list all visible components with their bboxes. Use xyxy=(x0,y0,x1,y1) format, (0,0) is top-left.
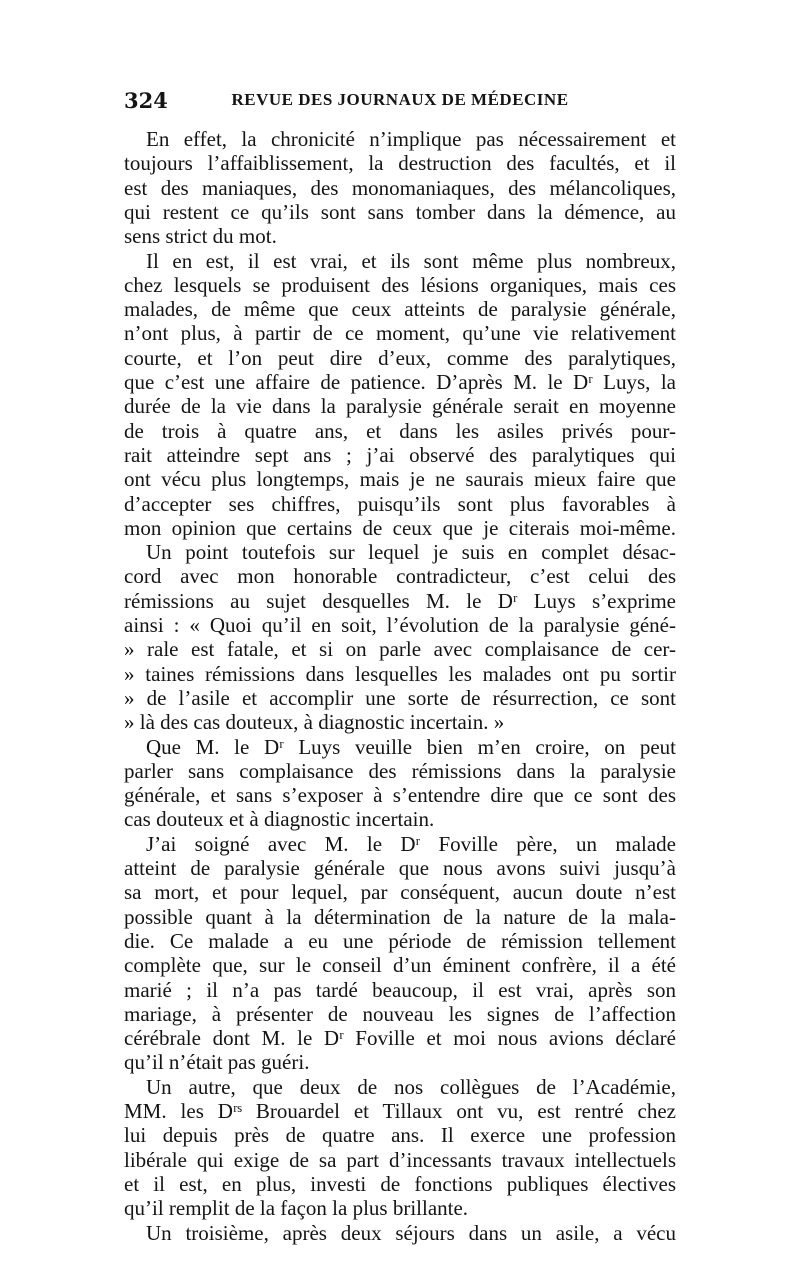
text-line: rémissions au sujet desquelles M. le Dʳ Luys s’exprime xyxy=(124,589,676,613)
text-line: qu’il remplit de la façon la plus brillante. xyxy=(124,1196,469,1220)
text-line: et il est, en plus, investi de fonctions publiques électives xyxy=(124,1172,676,1196)
text-line: possible quant à la détermination de la nature de la mala- xyxy=(124,905,676,929)
text-line: chez lesquels se produisent des lésions organiques, mais ces xyxy=(124,273,676,297)
text-line: Un point toutefois sur lequel je suis en complet désac- xyxy=(146,540,676,564)
text-line: cérébrale dont M. le Dʳ Foville et moi nous avions déclaré xyxy=(124,1026,676,1050)
text-line: d’accepter ses chiffres, puisqu’ils sont plus favorables à xyxy=(124,492,676,516)
text-line: » de l’asile et accomplir une sorte de résurrection, ce sont xyxy=(124,686,676,710)
text-line: complète que, sur le conseil d’un éminent confrère, il a été xyxy=(124,953,676,977)
text-line: Un troisième, après deux séjours dans un asile, a vécu xyxy=(146,1221,676,1245)
text-line: atteint de paralysie générale que nous avons suivi jusqu’à xyxy=(124,856,676,880)
text-line: ont vécu plus longtemps, mais je ne saurais mieux faire que xyxy=(124,467,676,491)
text-line: MM. les Dʳˢ Brouardel et Tillaux ont vu, est rentré chez xyxy=(124,1099,676,1123)
text-line: que c’est une affaire de patience. D’après M. le Dʳ Luys, la xyxy=(124,370,676,394)
text-line: courte, et l’on peut dire d’eux, comme des paralytiques, xyxy=(124,346,676,370)
text-line: sens strict du mot. xyxy=(124,224,277,248)
text-line: est des maniaques, des monomaniaques, des mélancoliques, xyxy=(124,176,676,200)
text-line: lui depuis près de quatre ans. Il exerce une profession xyxy=(124,1123,676,1147)
text-line: durée de la vie dans la paralysie générale serait en moyenne xyxy=(124,394,676,418)
page-header xyxy=(124,86,676,120)
text-line: sa mort, et pour lequel, par conséquent, aucun doute n’est xyxy=(124,880,676,904)
text-line: n’ont plus, à partir de ce moment, qu’une vie relativement xyxy=(124,321,676,345)
text-line: ainsi : « Quoi qu’il en soit, l’évolution de la paralysie géné- xyxy=(124,613,676,637)
text-line: mariage, à présenter de nouveau les signes de l’affection xyxy=(124,1002,676,1026)
text-line: die. Ce malade a eu une période de rémission tellement xyxy=(124,929,676,953)
text-line: Il en est, il est vrai, et ils sont même plus nombreux, xyxy=(146,249,676,273)
text-line: qui restent ce qu’ils sont sans tomber dans la démence, au xyxy=(124,200,676,224)
text-line: » rale est fatale, et si on parle avec complaisance de cer- xyxy=(124,637,676,661)
text-line: » là des cas douteux, à diagnostic incertain. » xyxy=(124,710,505,734)
text-line: cas douteux et à diagnostic incertain. xyxy=(124,807,435,831)
text-line: de trois à quatre ans, et dans les asiles privés pour- xyxy=(124,419,676,443)
text-line: parler sans complaisance des rémissions dans la paralysie xyxy=(124,759,676,783)
text-line: toujours l’affaiblissement, la destruction des facultés, et il xyxy=(124,151,676,175)
text-line: mon opinion que certains de ceux que je citerais moi-même. xyxy=(124,516,676,540)
page-number: 324 xyxy=(124,88,168,113)
text-line: malades, de même que ceux atteints de paralysie générale, xyxy=(124,297,676,321)
text-line: libérale qui exige de sa part d’incessants travaux intellectuels xyxy=(124,1148,676,1172)
text-line: qu’il n’était pas guéri. xyxy=(124,1050,310,1074)
text-line: rait atteindre sept ans ; j’ai observé des paralytiques qui xyxy=(124,443,676,467)
text-line: générale, et sans s’exposer à s’entendre dire que ce sont des xyxy=(124,783,676,807)
text-line: J’ai soigné avec M. le Dʳ Foville père, un malade xyxy=(146,832,676,856)
text-line: Que M. le Dʳ Luys veuille bien m’en croire, on peut xyxy=(146,735,676,759)
text-line: » taines rémissions dans lesquelles les malades ont pu sortir xyxy=(124,662,676,686)
running-head: REVUE DES JOURNAUX DE MÉDECINE xyxy=(231,90,569,109)
text-line: En effet, la chronicité n’implique pas nécessairement et xyxy=(146,127,676,151)
text-line: Un autre, que deux de nos collègues de l’Académie, xyxy=(146,1075,676,1099)
text-line: marié ; il n’a pas tardé beaucoup, il est vrai, après son xyxy=(124,978,676,1002)
text-line: cord avec mon honorable contradicteur, c’est celui des xyxy=(124,564,676,588)
